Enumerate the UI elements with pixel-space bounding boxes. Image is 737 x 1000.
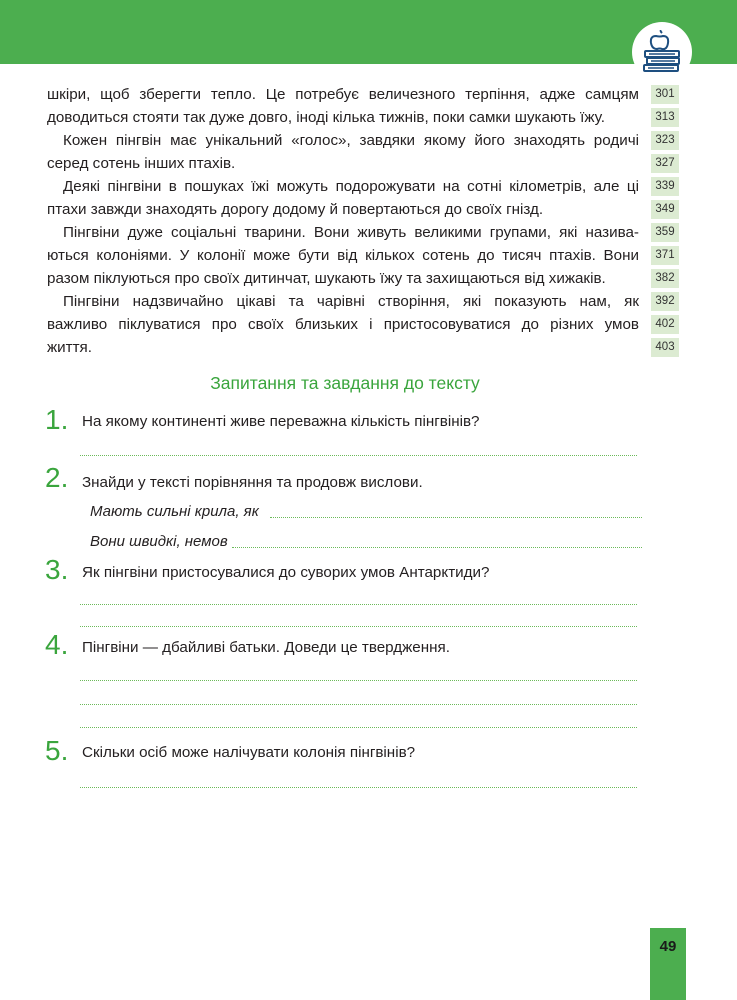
word-count: 327 [651, 154, 679, 173]
question-number: 2. [45, 462, 69, 493]
chapter-badge [632, 22, 692, 82]
answer-line[interactable] [80, 455, 637, 456]
answer-line[interactable] [80, 704, 637, 705]
header-bar [0, 0, 737, 64]
question-number: 3. [45, 554, 69, 585]
text-line: Деякі пінгвіни в пошуках їжі можуть подорожувати на сотні кілометрів, але ці [63, 178, 639, 195]
completion-prompt: Вони швидкі, немов [90, 533, 228, 550]
text-line: разом піклуються про своїх дитинчат, шукають їжу та захищаються від хижаків. [47, 270, 606, 287]
page-number-tab [650, 928, 686, 1000]
text-line: життя. [47, 339, 92, 356]
answer-line[interactable] [80, 727, 637, 728]
question-text: Знайди у тексті порівняння та продовж вислови. [82, 474, 423, 491]
text-line: важливо піклуватися про своїх близьких і пристосовуватися до різних умов [47, 316, 639, 333]
word-count: 392 [651, 292, 679, 311]
answer-line[interactable] [80, 680, 637, 681]
completion-prompt: Мають сильні крила, як [90, 503, 259, 520]
word-count: 403 [651, 338, 679, 357]
text-line: Кожен пінгвін має унікальний «голос», завдяки якому його знаходять родичі [63, 132, 639, 149]
books-apple-icon [642, 30, 682, 74]
question-text: Пінгвіни — дбайливі батьки. Доведи це твердження. [82, 639, 450, 656]
question-text: Скільки осіб може налічувати колонія пінгвінів? [82, 744, 416, 761]
text-line: Пінгвіни надзвичайно цікаві та чарівні створіння, які показують нам, як [63, 293, 639, 310]
word-count: 349 [651, 200, 679, 219]
answer-line[interactable] [80, 787, 637, 788]
answer-line[interactable] [80, 626, 637, 627]
word-count: 359 [651, 223, 679, 242]
text-line: доводиться стояти так дуже довго, іноді кілька тижнів, поки самки шукають їжу. [47, 109, 605, 126]
answer-line[interactable] [80, 604, 637, 605]
answer-line[interactable] [232, 547, 642, 548]
question-text: На якому континенті живе переважна кількість пінгвінів? [82, 413, 480, 430]
text-line: шкіри, щоб зберегти тепло. Це потребує величезного терпіння, адже самцям [47, 86, 639, 103]
answer-line[interactable] [270, 517, 642, 518]
question-number: 4. [45, 629, 69, 660]
word-count: 323 [651, 131, 679, 150]
text-line: птахи завжди знаходять дорогу додому й повертаються до своїх гнізд. [47, 201, 544, 218]
text-line: Пінгвіни дуже соціальні тварини. Вони живуть великими групами, які назива- [63, 224, 639, 241]
word-count: 402 [651, 315, 679, 334]
question-text: Як пінгвіни пристосувалися до суворих умов Антарктиди? [82, 564, 490, 581]
word-count: 301 [651, 85, 679, 104]
text-line: ються колоніями. У колонії може бути від кількох сотень до тисяч птахів. Вони [47, 247, 639, 264]
question-number: 1. [45, 404, 69, 435]
page-number: 49 [659, 938, 677, 955]
word-count: 313 [651, 108, 679, 127]
word-count: 371 [651, 246, 679, 265]
word-count: 382 [651, 269, 679, 288]
text-line: серед сотень інших птахів. [47, 155, 236, 172]
question-number: 5. [45, 735, 69, 766]
section-title: Запитання та завдання до тексту [210, 373, 480, 393]
word-count: 339 [651, 177, 679, 196]
